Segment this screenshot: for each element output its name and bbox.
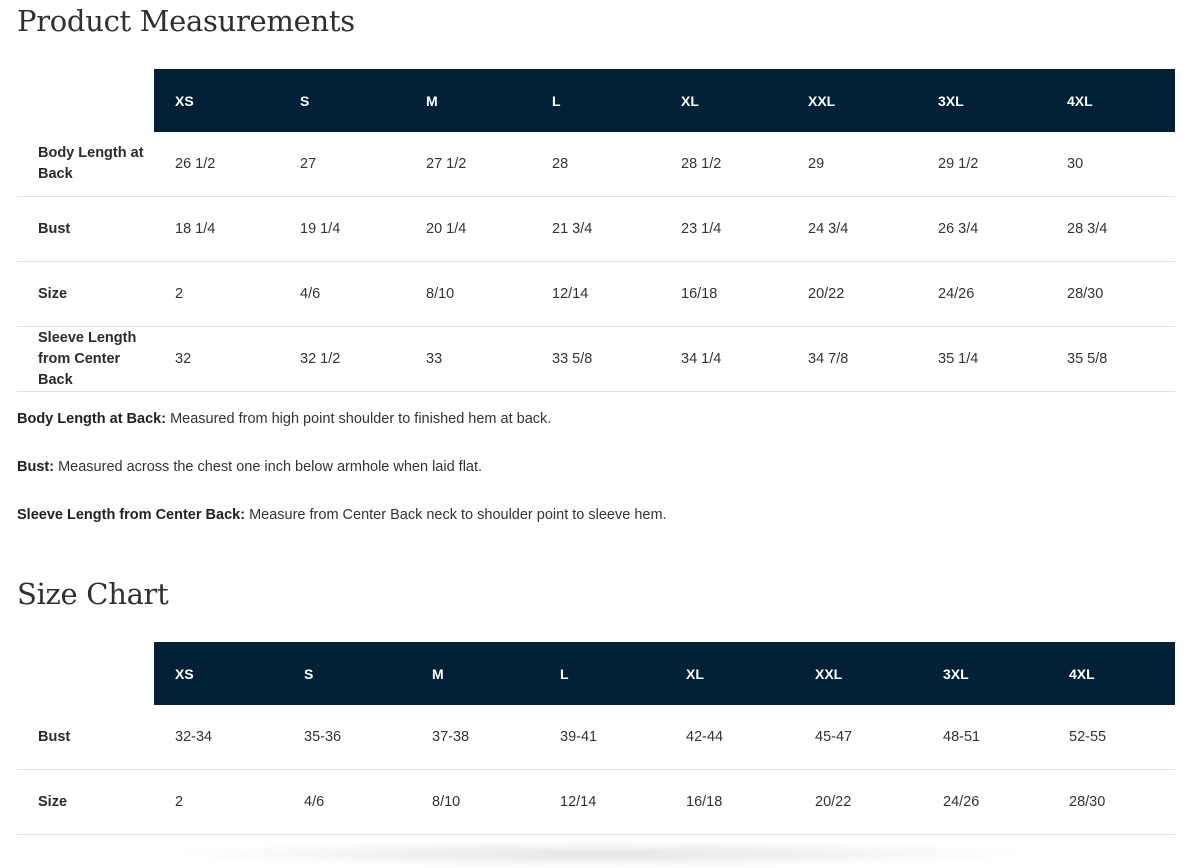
table-cell: 52-55 bbox=[1048, 705, 1175, 770]
definition-text: Measured across the chest one inch below armhole when laid flat. bbox=[54, 459, 483, 475]
row-label-size: Size bbox=[17, 770, 154, 835]
definition-term: Sleeve Length from Center Back: bbox=[17, 507, 246, 523]
table-cell: 4/6 bbox=[279, 262, 405, 327]
header-corner-cell bbox=[17, 642, 154, 705]
table-cell: 28 1/2 bbox=[660, 132, 787, 197]
table-row bbox=[17, 262, 1175, 327]
table-cell: 20 1/4 bbox=[405, 197, 531, 262]
size-header-xxl: XXL bbox=[787, 69, 917, 132]
table-cell: 12/14 bbox=[531, 262, 660, 327]
table-cell: 34 1/4 bbox=[660, 327, 787, 392]
table-cell: 42-44 bbox=[665, 705, 794, 770]
table-cell: 37-38 bbox=[411, 705, 539, 770]
table-cell: 16/18 bbox=[660, 262, 787, 327]
row-label-sleeve-length: Sleeve Length from Center Back bbox=[17, 327, 154, 392]
table-cell: 23 1/4 bbox=[660, 197, 787, 262]
definition-text: Measure from Center Back neck to shoulder point to sleeve hem. bbox=[245, 507, 667, 523]
table-cell: 24/26 bbox=[917, 262, 1046, 327]
product-measurements-table bbox=[17, 69, 1175, 392]
size-header-xs: XS bbox=[154, 642, 283, 705]
table-cell: 18 1/4 bbox=[154, 197, 279, 262]
table-row bbox=[17, 327, 1175, 392]
table-cell: 39-41 bbox=[539, 705, 665, 770]
table-cell: 30 bbox=[1046, 132, 1175, 197]
table-cell: 34 7/8 bbox=[787, 327, 917, 392]
table-cell: 4/6 bbox=[283, 770, 411, 835]
table-row bbox=[17, 770, 1175, 835]
definition-term: Body Length at Back: bbox=[17, 411, 167, 427]
size-header-m: M bbox=[411, 642, 539, 705]
table-cell: 24 3/4 bbox=[787, 197, 917, 262]
table-cell: 8/10 bbox=[405, 262, 531, 327]
definition-body-length bbox=[17, 410, 1167, 428]
table-cell: 35 5/8 bbox=[1046, 327, 1175, 392]
table-cell: 35-36 bbox=[283, 705, 411, 770]
size-header-4xl: 4XL bbox=[1046, 69, 1175, 132]
table-cell: 32-34 bbox=[154, 705, 283, 770]
size-header-xs: XS bbox=[154, 69, 279, 132]
size-header-m: M bbox=[405, 69, 531, 132]
table-cell: 33 5/8 bbox=[531, 327, 660, 392]
definition-sleeve-length bbox=[17, 506, 1167, 524]
table-cell: 28 3/4 bbox=[1046, 197, 1175, 262]
table-row bbox=[17, 197, 1175, 262]
size-chart-title: Size Chart bbox=[17, 577, 169, 611]
measurement-definitions bbox=[17, 410, 1167, 554]
row-label-body-length: Body Length at Back bbox=[17, 132, 154, 197]
table-cell: 27 1/2 bbox=[405, 132, 531, 197]
table-cell: 32 1/2 bbox=[279, 327, 405, 392]
table-row bbox=[17, 705, 1175, 770]
table-cell: 12/14 bbox=[539, 770, 665, 835]
table-cell: 21 3/4 bbox=[531, 197, 660, 262]
table-cell: 32 bbox=[154, 327, 279, 392]
size-header-l: L bbox=[531, 69, 660, 132]
table-cell: 35 1/4 bbox=[917, 327, 1046, 392]
table-cell: 29 bbox=[787, 132, 917, 197]
row-label-size: Size bbox=[17, 262, 154, 327]
definition-text: Measured from high point shoulder to finished hem at back. bbox=[166, 411, 552, 427]
table-cell: 26 3/4 bbox=[917, 197, 1046, 262]
size-header-l: L bbox=[539, 642, 665, 705]
product-measurements-title: Product Measurements bbox=[17, 4, 355, 38]
size-header-xxl: XXL bbox=[794, 642, 922, 705]
size-chart-table bbox=[17, 642, 1175, 835]
size-header-xl: XL bbox=[665, 642, 794, 705]
row-label-bust: Bust bbox=[17, 705, 154, 770]
table-cell: 45-47 bbox=[794, 705, 922, 770]
table-cell: 8/10 bbox=[411, 770, 539, 835]
table-cell: 28 bbox=[531, 132, 660, 197]
table-cell: 24/26 bbox=[922, 770, 1048, 835]
table-cell: 26 1/2 bbox=[154, 132, 279, 197]
table-cell: 20/22 bbox=[794, 770, 922, 835]
table-cell: 2 bbox=[154, 770, 283, 835]
table-cell: 29 1/2 bbox=[917, 132, 1046, 197]
size-header-xl: XL bbox=[660, 69, 787, 132]
definition-term: Bust: bbox=[17, 459, 55, 475]
table-cell: 28/30 bbox=[1046, 262, 1175, 327]
table-cell: 2 bbox=[154, 262, 279, 327]
table-cell: 16/18 bbox=[665, 770, 794, 835]
definition-bust bbox=[17, 458, 1167, 476]
table-cell: 19 1/4 bbox=[279, 197, 405, 262]
table-header-row bbox=[17, 69, 1175, 132]
table-cell: 27 bbox=[279, 132, 405, 197]
table-cell: 33 bbox=[405, 327, 531, 392]
size-header-3xl: 3XL bbox=[922, 642, 1048, 705]
table-row bbox=[17, 132, 1175, 197]
header-corner-cell bbox=[17, 69, 154, 132]
table-cell: 20/22 bbox=[787, 262, 917, 327]
size-header-3xl: 3XL bbox=[917, 69, 1046, 132]
size-header-4xl: 4XL bbox=[1048, 642, 1175, 705]
size-header-s: S bbox=[283, 642, 411, 705]
table-cell: 28/30 bbox=[1048, 770, 1175, 835]
row-label-bust: Bust bbox=[17, 197, 154, 262]
table-header-row bbox=[17, 642, 1175, 705]
bottom-edge-shadow bbox=[160, 840, 1040, 868]
table-cell: 48-51 bbox=[922, 705, 1048, 770]
size-header-s: S bbox=[279, 69, 405, 132]
